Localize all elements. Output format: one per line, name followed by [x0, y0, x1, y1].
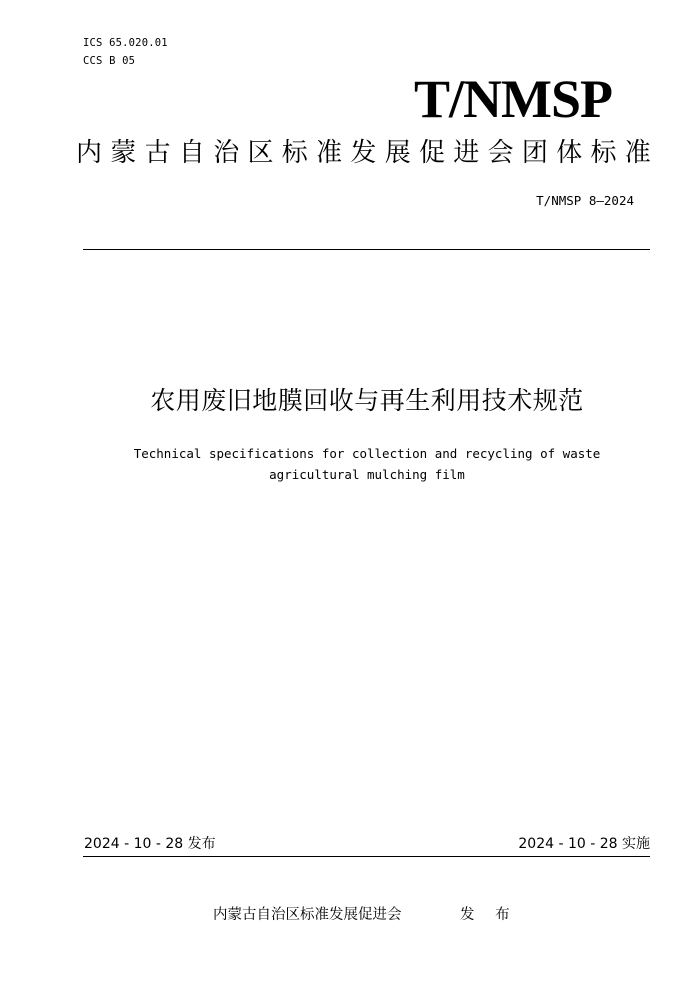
- issue-date: 2024 - 10 - 28 发布: [84, 836, 216, 852]
- ics-code: ICS 65.020.01: [83, 37, 168, 49]
- standard-number: T/NMSP 8—2024: [536, 193, 634, 208]
- document-title-chinese: 农用废旧地膜回收与再生利用技术规范: [150, 386, 584, 415]
- bottom-divider: [83, 856, 650, 857]
- implementation-date: 2024 - 10 - 28 实施: [518, 836, 650, 852]
- publish-label: 发 布: [460, 907, 518, 923]
- top-divider: [83, 249, 650, 250]
- english-title-line-1: Technical specifications for collection and recycling of waste: [133, 446, 601, 461]
- publisher-name: 内蒙古自治区标准发展促进会: [213, 907, 402, 923]
- english-title-line-2: agricultural mulching film: [269, 467, 465, 482]
- standard-logo: T/NMSP: [413, 69, 612, 129]
- organization-standard-title: 内蒙古自治区标准发展促进会团体标准: [76, 138, 660, 168]
- document-title-english: [100, 443, 634, 485]
- ccs-code: CCS B 05: [83, 55, 136, 67]
